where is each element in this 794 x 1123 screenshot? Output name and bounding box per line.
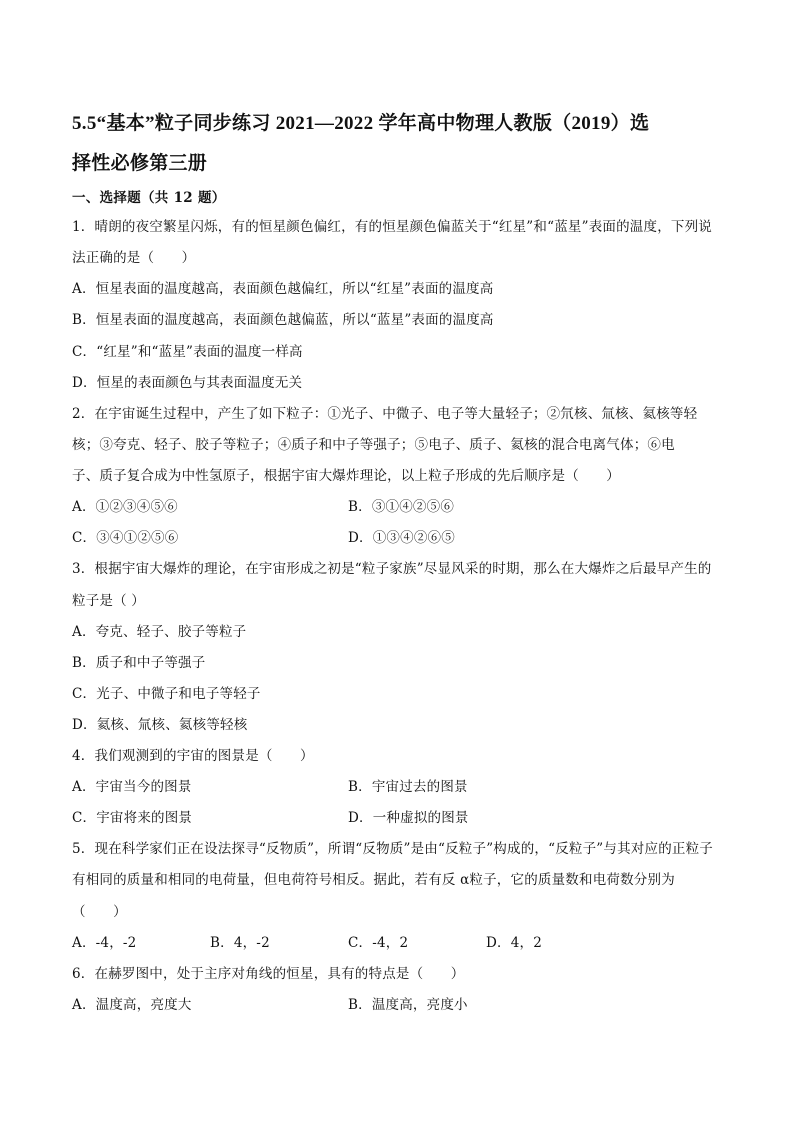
q6-option-b: B．温度高，亮度小: [348, 997, 468, 1013]
q3-option-c: C．光子、中微子和电子等轻子: [72, 686, 261, 702]
title-line-2: 择性必修第三册: [72, 153, 208, 174]
q2-stem-line-3: 子、质子复合成为中性氢原子，根据宇宙大爆炸理论，以上粒子形成的先后顺序是（ ）: [72, 468, 620, 484]
q3-stem-line-2: 粒子是（ ）: [72, 593, 145, 609]
q2-stem-line-2: 核；③夸克、轻子、胶子等粒子；④质子和中子等强子；⑤电子、质子、氦核的混合电离气体；⑥电: [72, 437, 675, 453]
q1-stem-line-2: 法正确的是（ ）: [72, 250, 196, 266]
q5-stem-line-1: 5．现在科学家们正在设法探寻“反物质”，所谓“反物质”是由“反粒子”构成的，“反粒子”与其对应的正粒子: [72, 841, 714, 857]
q2-option-c: C．③④①②⑤⑥: [72, 530, 179, 546]
q2-option-a: A．①②③④⑤⑥: [72, 499, 178, 515]
q3-stem-line-1: 3．根据宇宙大爆炸的理论，在宇宙形成之初是“粒子家族”尽显风采的时期，那么在大爆炸之后最早产生的: [72, 561, 712, 577]
q4-option-d: D．一种虚拟的图景: [348, 810, 469, 826]
q6-stem-line-1: 6．在赫罗图中，处于主序对角线的恒星，具有的特点是（ ）: [72, 966, 465, 982]
title-line-1: 5.5“基本”粒子同步练习 2021—2022 学年高中物理人教版（2019）选: [72, 113, 650, 134]
q4-option-a: A．宇宙当今的图景: [72, 779, 192, 795]
q5-option-a: A．-4，-2: [72, 935, 137, 951]
q5-option-c: C．-4，2: [348, 935, 409, 951]
q6-option-a: A．温度高，亮度大: [72, 997, 192, 1013]
q2-stem-line-1: 2．在宇宙诞生过程中，产生了如下粒子：①光子、中微子、电子等大量轻子；②氘核、氚核、氦核等轻: [72, 406, 698, 422]
q2-option-b: B．③①④②⑤⑥: [348, 499, 455, 515]
document-title: [72, 104, 732, 184]
q5-stem-line-2: 有相同的质量和相同的电荷量，但电荷符号相反。据此，若有反 α粒子，它的质量数和电荷数分别为: [72, 872, 675, 888]
q1-option-a: A．恒星表面的温度越高，表面颜色越偏红，所以“红星”表面的温度高: [72, 281, 494, 297]
q2-option-d: D．①③④②⑥⑤: [348, 530, 455, 546]
q1-option-c: C．“红星”和“蓝星”表面的温度一样高: [72, 344, 303, 360]
q5-option-d: D．4，2: [486, 935, 543, 951]
q1-option-b: B．恒星表面的温度越高，表面颜色越偏蓝，所以“蓝星”表面的温度高: [72, 312, 494, 328]
q3-option-b: B．质子和中子等强子: [72, 655, 206, 671]
q3-option-d: D．氦核、氚核、氦核等轻核: [72, 717, 248, 733]
q3-option-a: A．夸克、轻子、胶子等粒子: [72, 624, 247, 640]
q5-option-b: B．4，-2: [210, 935, 270, 951]
q1-option-d: D．恒星的表面颜色与其表面温度无关: [72, 375, 303, 391]
q4-option-b: B．宇宙过去的图景: [348, 779, 468, 795]
q4-stem-line-1: 4．我们观测到的宇宙的图景是（ ）: [72, 748, 314, 764]
q5-stem-line-3: （ ）: [72, 904, 127, 920]
q4-option-c: C．宇宙将来的图景: [72, 810, 193, 826]
q1-stem-line-1: 1．晴朗的夜空繁星闪烁，有的恒星颜色偏红，有的恒星颜色偏蓝关于“红星”和“蓝星”表面的温度，下列说: [72, 219, 712, 235]
section-heading: 一、选择题（共 12 题）: [72, 190, 226, 206]
